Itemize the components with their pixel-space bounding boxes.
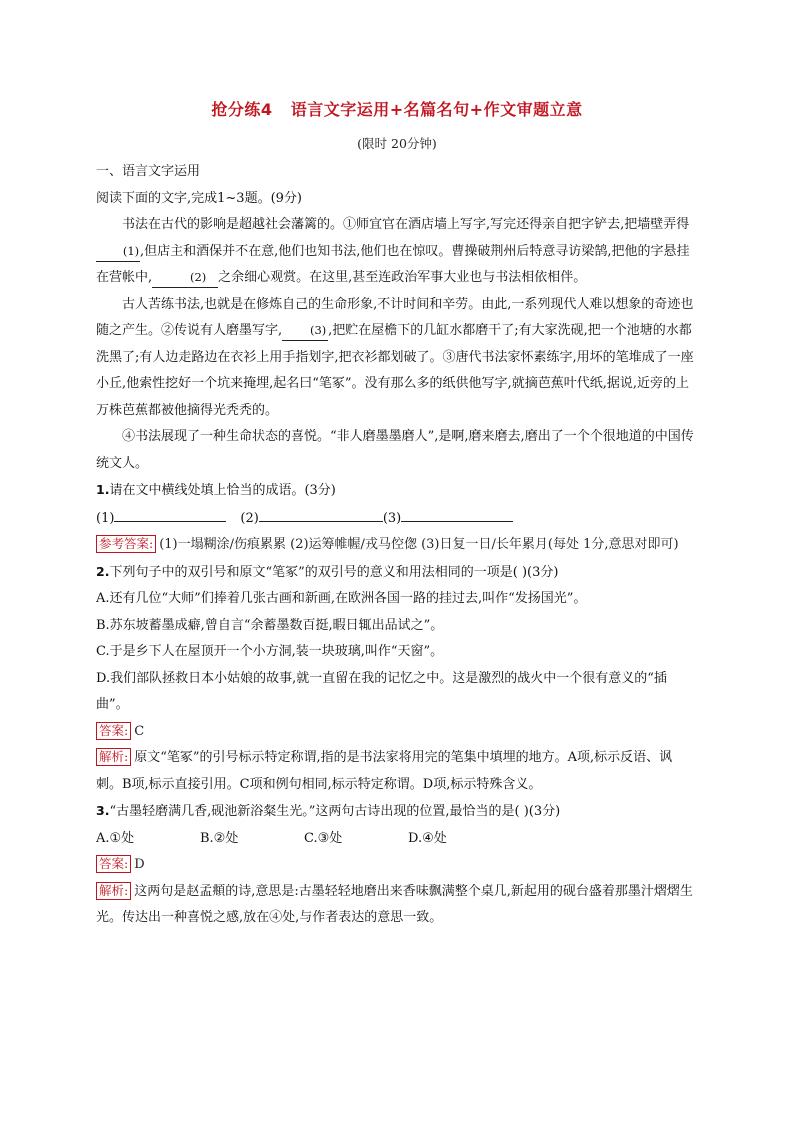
question-2-option-d: D.我们部队拯救日本小姑娘的故事,就一直留在我的记忆之中。这是激烈的战火中一个很有意义的“插曲”。 xyxy=(96,670,667,712)
question-3-explanation xyxy=(96,879,696,932)
question-2 xyxy=(96,559,696,587)
passage-paragraph-2 xyxy=(96,292,696,425)
explanation-text: 这两句是赵孟頫的诗,意思是:古墨轻轻地磨出来香味飘满整个桌几,新起用的砚台盛着那墨汁熠熠生光。传达出一种喜悦之感,放在④处,与作者表达的意思一致。 xyxy=(96,883,693,925)
answer-tag: 答案: xyxy=(96,722,131,740)
section-heading: 一、语言文字运用 xyxy=(96,164,201,179)
question-3-option-c: C.③处 xyxy=(304,830,343,846)
blank-2: (2) xyxy=(152,268,218,288)
question-2-option-a: A.还有几位“大师”们捧着几张古画和新画,在欧洲各国一路的挂过去,叫作“发扬国光”。 xyxy=(96,591,587,606)
passage-text: ,但店主和酒保并不在意,他们也知书法,他们也在惊叹。曹操破荆州后特意寻访梁鹄,把他的字悬挂在营帐中, xyxy=(96,243,690,285)
explanation-tag: 解析: xyxy=(96,748,131,766)
answer-text: D xyxy=(134,857,145,872)
question-2-answer xyxy=(96,719,696,746)
fill-label: (2) xyxy=(240,510,259,526)
question-text: 请在文中横线处填上恰当的成语。(3分) xyxy=(109,483,336,498)
question-2-explanation xyxy=(96,745,696,798)
explanation-text: 原文“笔冢”的引号标示特定称谓,指的是书法家将用完的笔集中填埋的地方。A项,标示反语、讽刺。B项,标示直接引用。C项和例句相同,标示特定称谓。D项,标示特殊含义。 xyxy=(96,750,673,792)
explanation-tag: 解析: xyxy=(96,882,131,900)
passage-text: 之余细心观赏。在这里,甚至连政治军事大业也与书法相依相伴。 xyxy=(218,270,587,285)
question-1 xyxy=(96,477,696,505)
question-3-option-d: D.④处 xyxy=(408,830,447,846)
question-number: 1. xyxy=(96,482,110,497)
passage-text: 书法在古代的影响是超越社会藩篱的。①师宜官在酒店墙上写字,写完还得亲自把字铲去,把墙壁弄得 xyxy=(122,217,690,232)
passage-paragraph-1 xyxy=(96,212,696,292)
content-body xyxy=(96,159,696,932)
fill-line-3[interactable] xyxy=(401,505,513,522)
question-2-option-c: C.于是乡下人在屋顶开一个小方洞,装一块玻璃,叫作“天窗”。 xyxy=(96,644,444,659)
question-3-option-b: B.②处 xyxy=(200,830,239,846)
question-3 xyxy=(96,798,696,826)
answer-text: C xyxy=(134,723,145,739)
question-text: 下列句子中的双引号和原文“笔冢”的双引号的意义和用法相同的一项是( )(3分) xyxy=(109,564,559,580)
answer-tag: 答案: xyxy=(96,855,131,873)
question-3-answer xyxy=(96,852,696,879)
passage-text: 古人苦练书法,也就是在修炼自己的生命形象,不计时间和辛劳。由此,一系列现代人难以想象的奇迹也随之产生。②传说有人磨墨写字, xyxy=(96,296,694,338)
question-number: 3. xyxy=(96,803,110,818)
fill-line-1[interactable] xyxy=(114,505,226,522)
blank-1: (1) xyxy=(96,242,140,262)
question-1-fill-lines xyxy=(96,505,696,533)
question-number: 2. xyxy=(96,563,110,579)
blank-3: (3) xyxy=(282,321,328,341)
question-3-option-a: A.①处 xyxy=(96,830,135,846)
question-2-option-b: B.苏东坡蓄墨成癖,曾自言“余蓄墨数百挺,暇日辄出品试之”。 xyxy=(96,617,444,633)
fill-label: (1) xyxy=(96,510,115,526)
fill-label: (3) xyxy=(382,510,402,526)
page-title: 抢分练4 语言文字运用+名篇名句+作文审题立意 xyxy=(211,100,583,119)
question-3-options xyxy=(96,826,696,853)
reference-answer-tag: 参考答案: xyxy=(96,535,156,553)
fill-line-2[interactable] xyxy=(259,505,383,522)
answer-text: (1)一塌糊涂/伤痕累累 (2)运筹帷幄/戎马倥偬 (3)日复一日/长年累月(每处 1分,意思对即可) xyxy=(159,537,679,552)
time-limit: (限时 20分钟) xyxy=(357,136,437,151)
question-1-answer xyxy=(96,532,696,559)
passage-text: ,把贮在屋檐下的几缸水都磨干了;有大家洗砚,把一个池塘的水都洗黑了;有人边走路边在衣衫上用手指划字,把衣衫都划破了。③唐代书法家怀素练字,用坏的笔堆成了一座小丘,他索性挖好一个坑来掩埋,起名曰“笔冢”。没有那么多的纸供他写字,就摘芭蕉叶代纸,据说,近旁的上万株芭蕉都被他摘得光秃秃的。 xyxy=(96,323,694,418)
question-text: “古墨轻磨满几香,砚池新浴粲生光。”这两句古诗出现的位置,最恰当的是( )(3分) xyxy=(109,804,561,819)
section-instruction: 阅读下面的文字,完成1~3题。(9分) xyxy=(96,190,302,206)
passage-paragraph-3: ④书法展现了一种生命状态的喜悦。“非人磨墨墨磨人”,是啊,磨来磨去,磨出了一个个很地道的中国传统文人。 xyxy=(96,429,694,471)
